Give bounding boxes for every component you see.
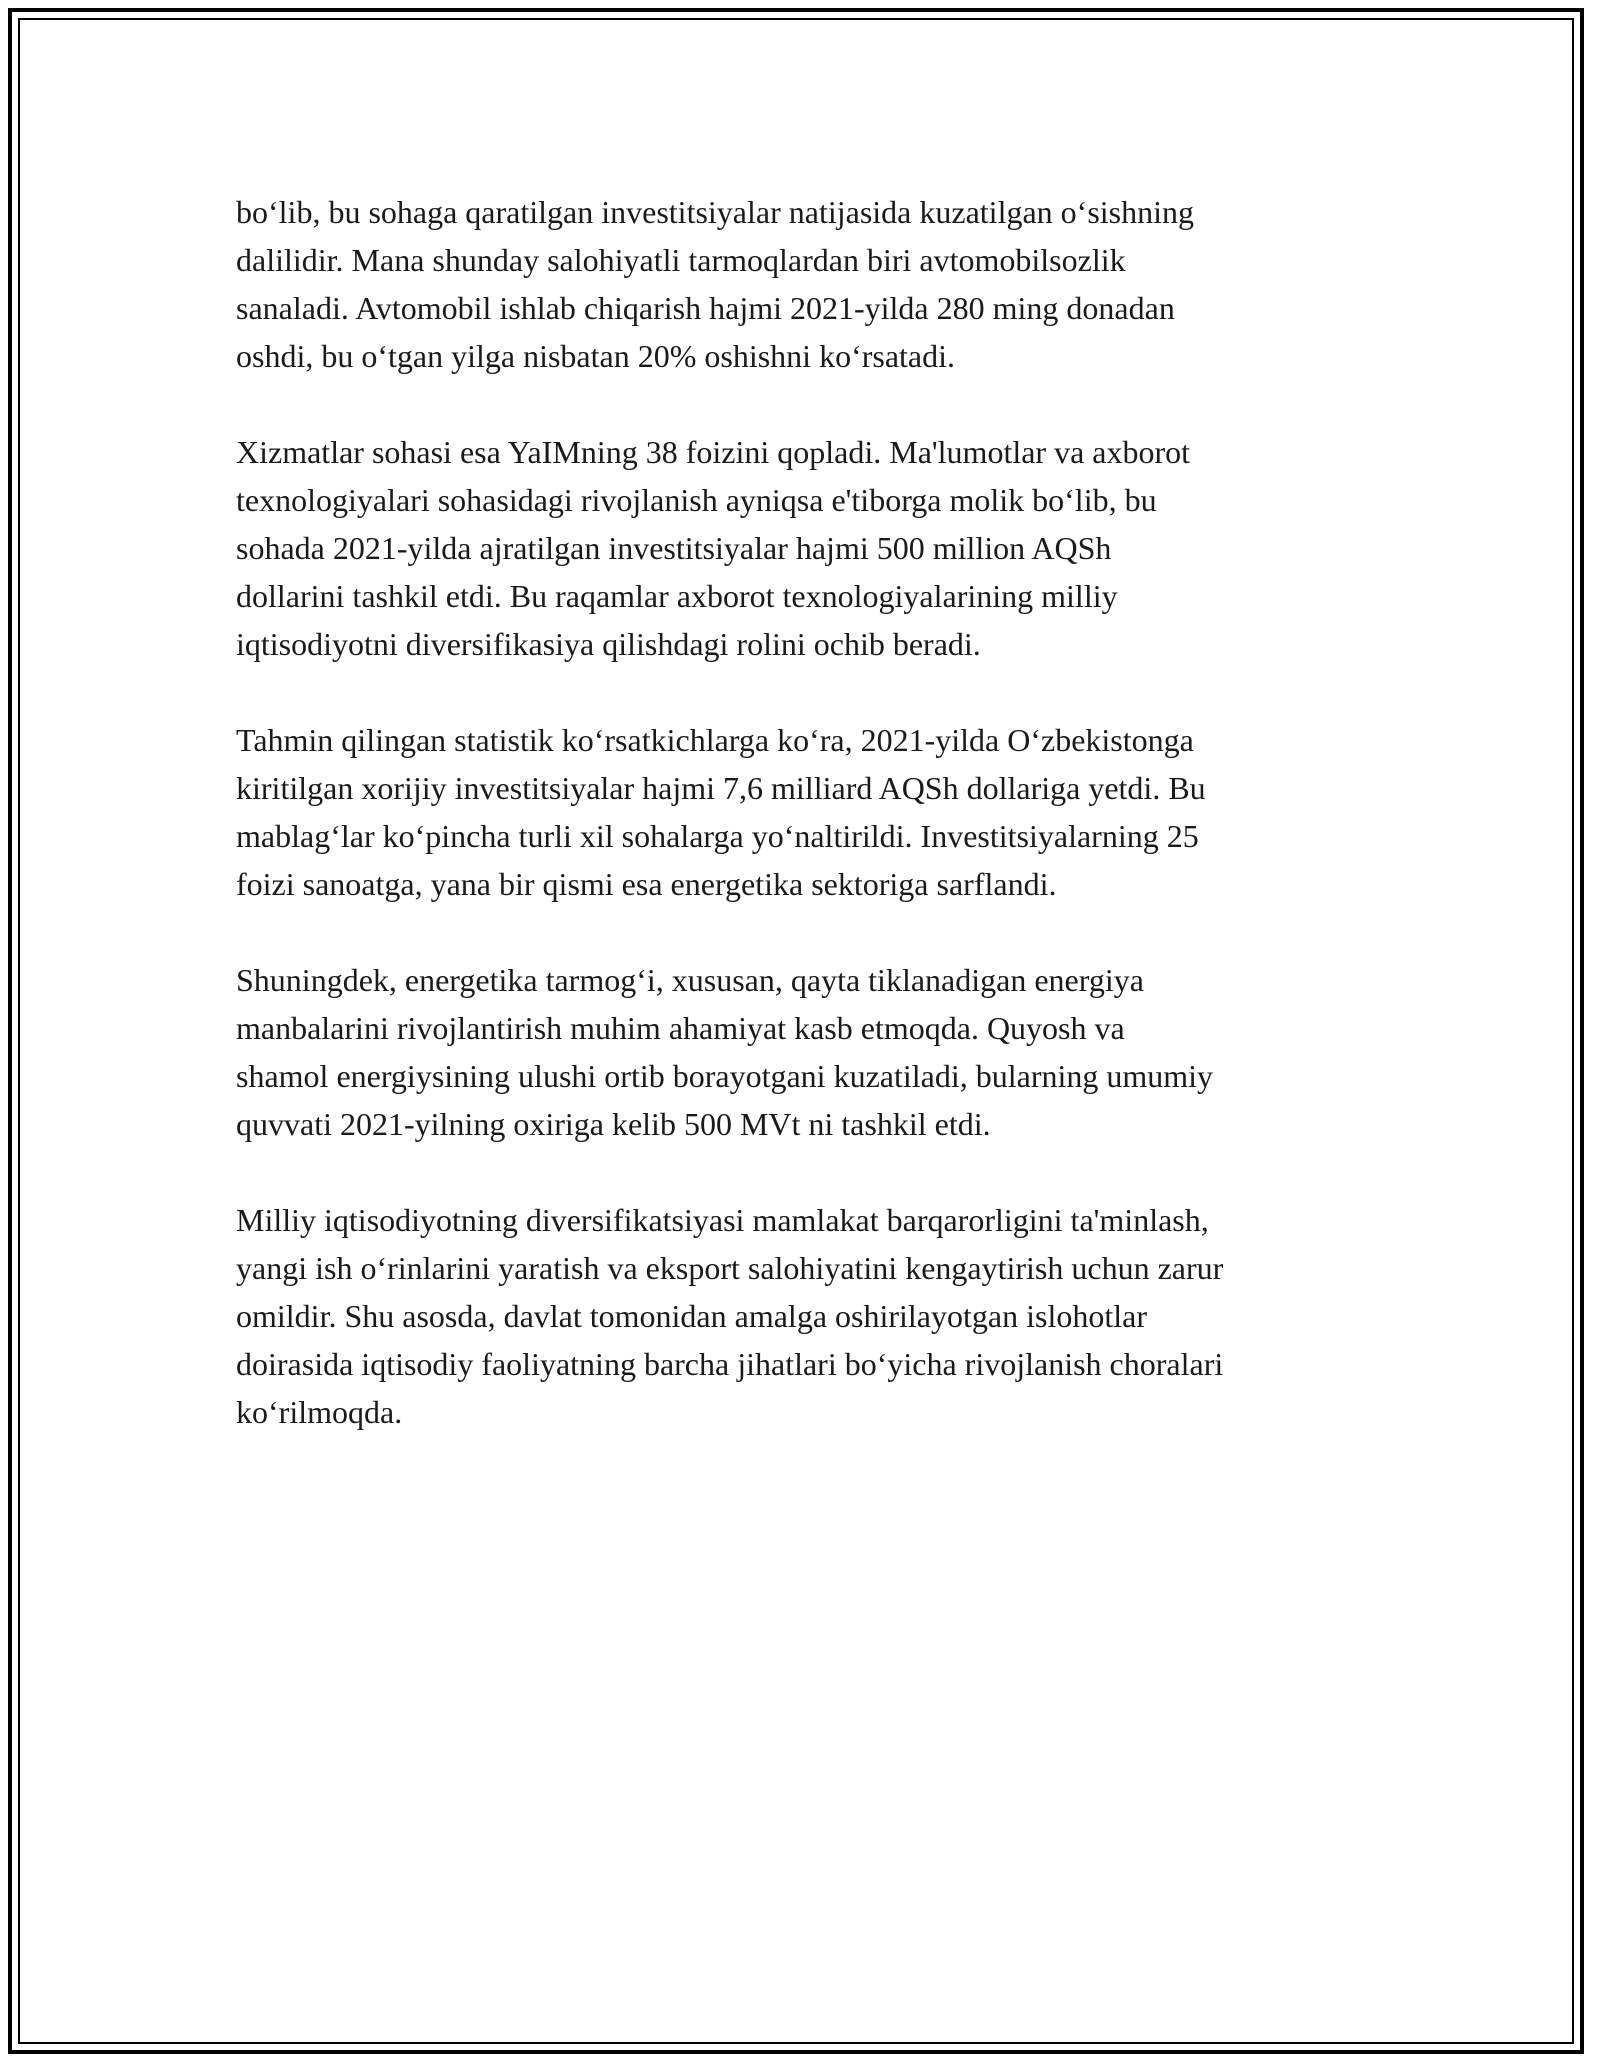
paragraph-automotive: bo‘lib, bu sohaga qaratilgan investitsiyalar natijasida kuzatilgan o‘sishning dalilidir. Mana shunday salohiyatli tarmoqlardan biri avtomobilsozlik sanaladi. Avtomobil ishlab chiqarish hajmi 2021-yilda 280 ming donadan oshdi, bu o‘tgan yilga nisbatan 20% oshishni ko‘rsatadi. (236, 194, 1194, 374)
paragraph-services-it: Xizmatlar sohasi esa YaIMning 38 foizini qopladi. Ma'lumotlar va axborot texnologiyalari sohasidagi rivojlanish ayniqsa e'tiborga molik bo‘lib, bu sohada 2021-yilda ajratilgan investitsiyalar hajmi 500 million AQSh dollarini tashkil etdi. Bu raqamlar axborot texnologiyalarining milliy iqtisodiyotni diversifikasiya qilishdagi rolini ochib beradi. (236, 434, 1191, 662)
paragraph-renewable-energy: Shuningdek, energetika tarmog‘i, xususan, qayta tiklanadigan energiya manbalarini rivojlantirish muhim ahamiyat kasb etmoqda. Quyosh va shamol energiysining ulushi ortib borayotgani kuzatiladi, bularning umumiy quvvati 2021-yilning oxiriga kelib 500 MVt ni tashkil etdi. (236, 962, 1214, 1142)
paragraph-diversification: Milliy iqtisodiyotning diversifikatsiyasi mamlakat barqarorligini ta'minlash, yangi ish o‘rinlarini yaratish va eksport salohiyatini kengaytirish uchun zarur omildir. Shu asosda, davlat tomonidan amalga oshirilayotgan islohotlar doirasida iqtisodiy faoliyatning barcha jihatlari bo‘yicha rivojlanish choralari ko‘rilmoqda. (236, 1202, 1224, 1430)
document-body (236, 188, 1366, 1484)
paragraph-foreign-investment: Tahmin qilingan statistik ko‘rsatkichlarga ko‘ra, 2021-yilda O‘zbekistonga kiritilgan xorijiy investitsiyalar hajmi 7,6 milliard AQSh dollariga yetdi. Bu mablag‘lar ko‘pincha turli xil sohalarga yo‘naltirildi. Investitsiyalarning 25 foizi sanoatga, yana bir qismi esa energetika sektoriga sarflandi. (236, 722, 1206, 902)
